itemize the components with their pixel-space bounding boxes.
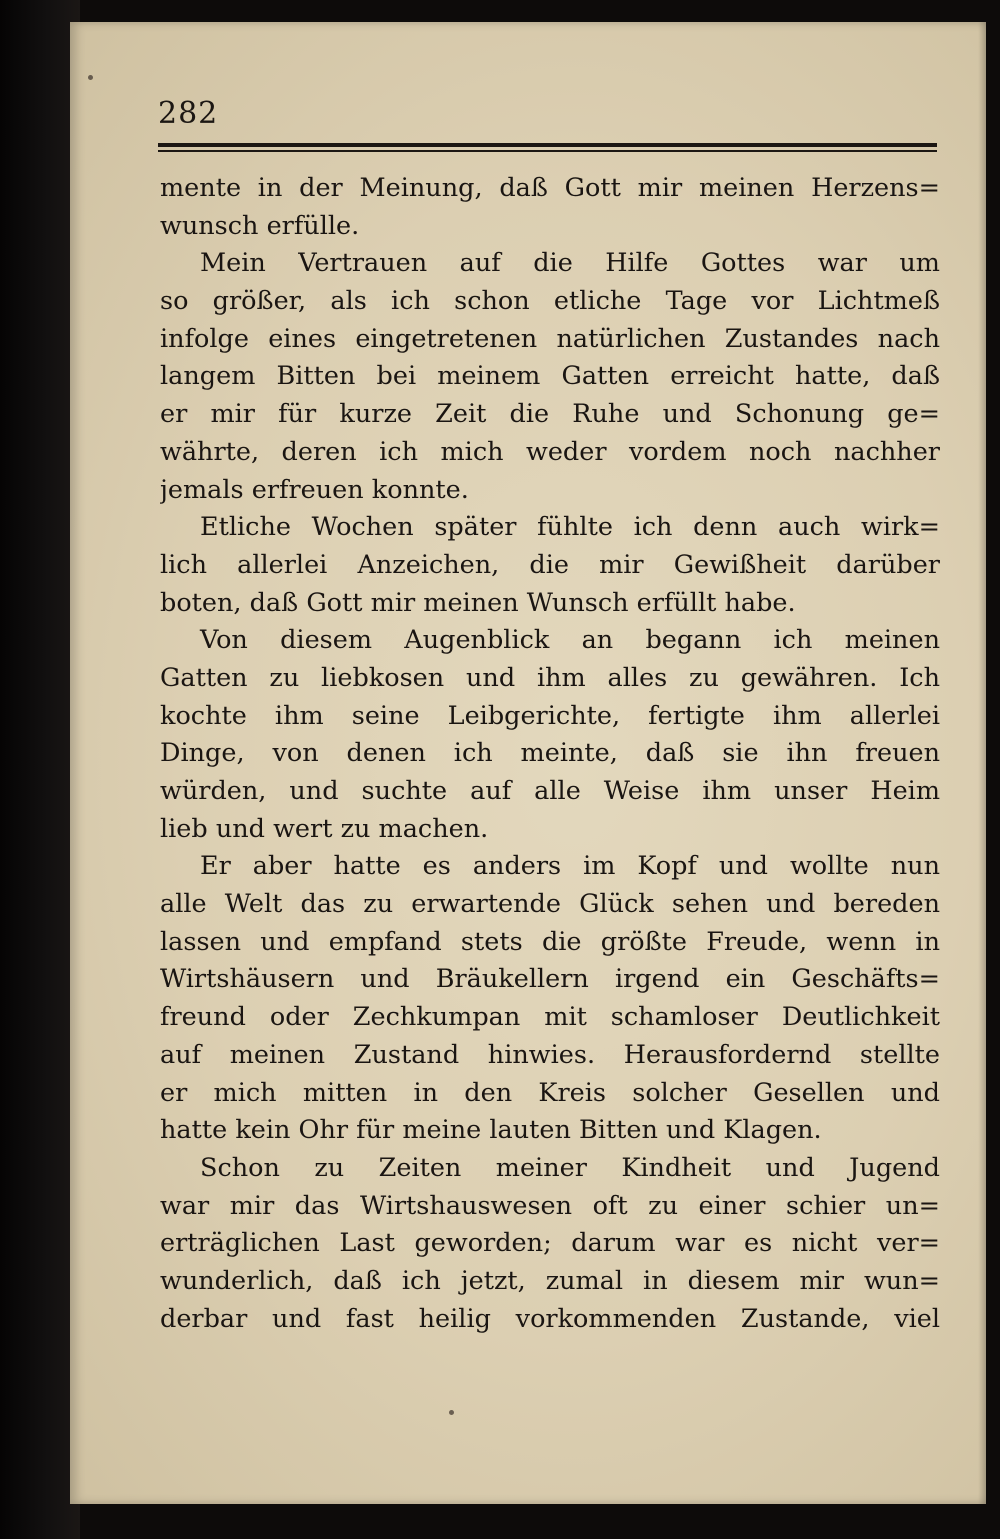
text-line: Etliche Wochen später fühlte ich denn auch wirk= [200,512,940,543]
text-line: wunsch erfülle. [160,210,360,241]
page-number: 282 [158,96,219,131]
text-line: wunderlich, daß ich jetzt, zumal in diesem mir wun= [160,1265,940,1296]
paper-speck [88,75,93,80]
text-line: währte, deren ich mich weder vordem noch nachher [160,436,940,467]
page-edge [978,22,986,1504]
text-line: Von diesem Augenblick an begann ich meinen [200,625,940,656]
header-rule-thin [158,150,937,152]
text-line: Dinge, von denen ich meinte, daß sie ihn freuen [160,738,940,769]
header-rule-thick [158,143,937,147]
text-line: erträglichen Last geworden; darum war es nicht ver= [160,1228,940,1259]
text-line: lich allerlei Anzeichen, die mir Gewißheit darüber [160,549,940,580]
text-line: boten, daß Gott mir meinen Wunsch erfüllt habe. [160,587,796,618]
text-line: jemals erfreuen konnte. [160,474,469,505]
text-line: war mir das Wirtshauswesen oft zu einer schier un= [160,1190,940,1221]
text-line: Wirtshäusern und Bräukellern irgend ein Geschäfts= [160,964,940,995]
text-line: er mir für kurze Zeit die Ruhe und Schonung ge= [160,399,940,430]
text-line: mente in der Meinung, daß Gott mir meinen Herzens= [160,173,940,203]
text-line: auf meinen Zustand hinwies. Herausfordernd stellte [160,1039,940,1070]
text-line: Er aber hatte es anders im Kopf und wollte nun [200,851,940,882]
text-line: hatte kein Ohr für meine lauten Bitten und Klagen. [160,1115,822,1146]
text-line: er mich mitten in den Kreis solcher Gesellen und [160,1077,940,1108]
body-text [160,170,940,1338]
text-line: freund oder Zechkumpan mit schamloser Deutlichkeit [160,1002,940,1033]
binding-shadow [0,0,80,1539]
text-line: lieb und wert zu machen. [160,813,489,844]
text-line: infolge eines eingetretenen natürlichen Zustandes nach [160,323,940,354]
text-line: so größer, als ich schon etliche Tage vor Lichtmeß [160,286,940,317]
text-line: kochte ihm seine Leibgerichte, fertigte ihm allerlei [160,700,940,731]
text-line: derbar und fast heilig vorkommenden Zustande, viel [160,1303,940,1334]
text-line: lassen und empfand stets die größte Freude, wenn in [160,926,940,957]
text-line: Schon zu Zeiten meiner Kindheit und Jugend [200,1152,940,1183]
paper-speck [449,1410,454,1415]
text-line: würden, und suchte auf alle Weise ihm unser Heim [160,776,940,806]
text-line: Mein Vertrauen auf die Hilfe Gottes war um [200,248,940,279]
text-line: langem Bitten bei meinem Gatten erreicht hatte, daß [160,361,940,392]
text-line: Gatten zu liebkosen und ihm alles zu gewähren. Ich [160,662,940,693]
text-line: alle Welt das zu erwartende Glück sehen und bereden [160,889,940,920]
